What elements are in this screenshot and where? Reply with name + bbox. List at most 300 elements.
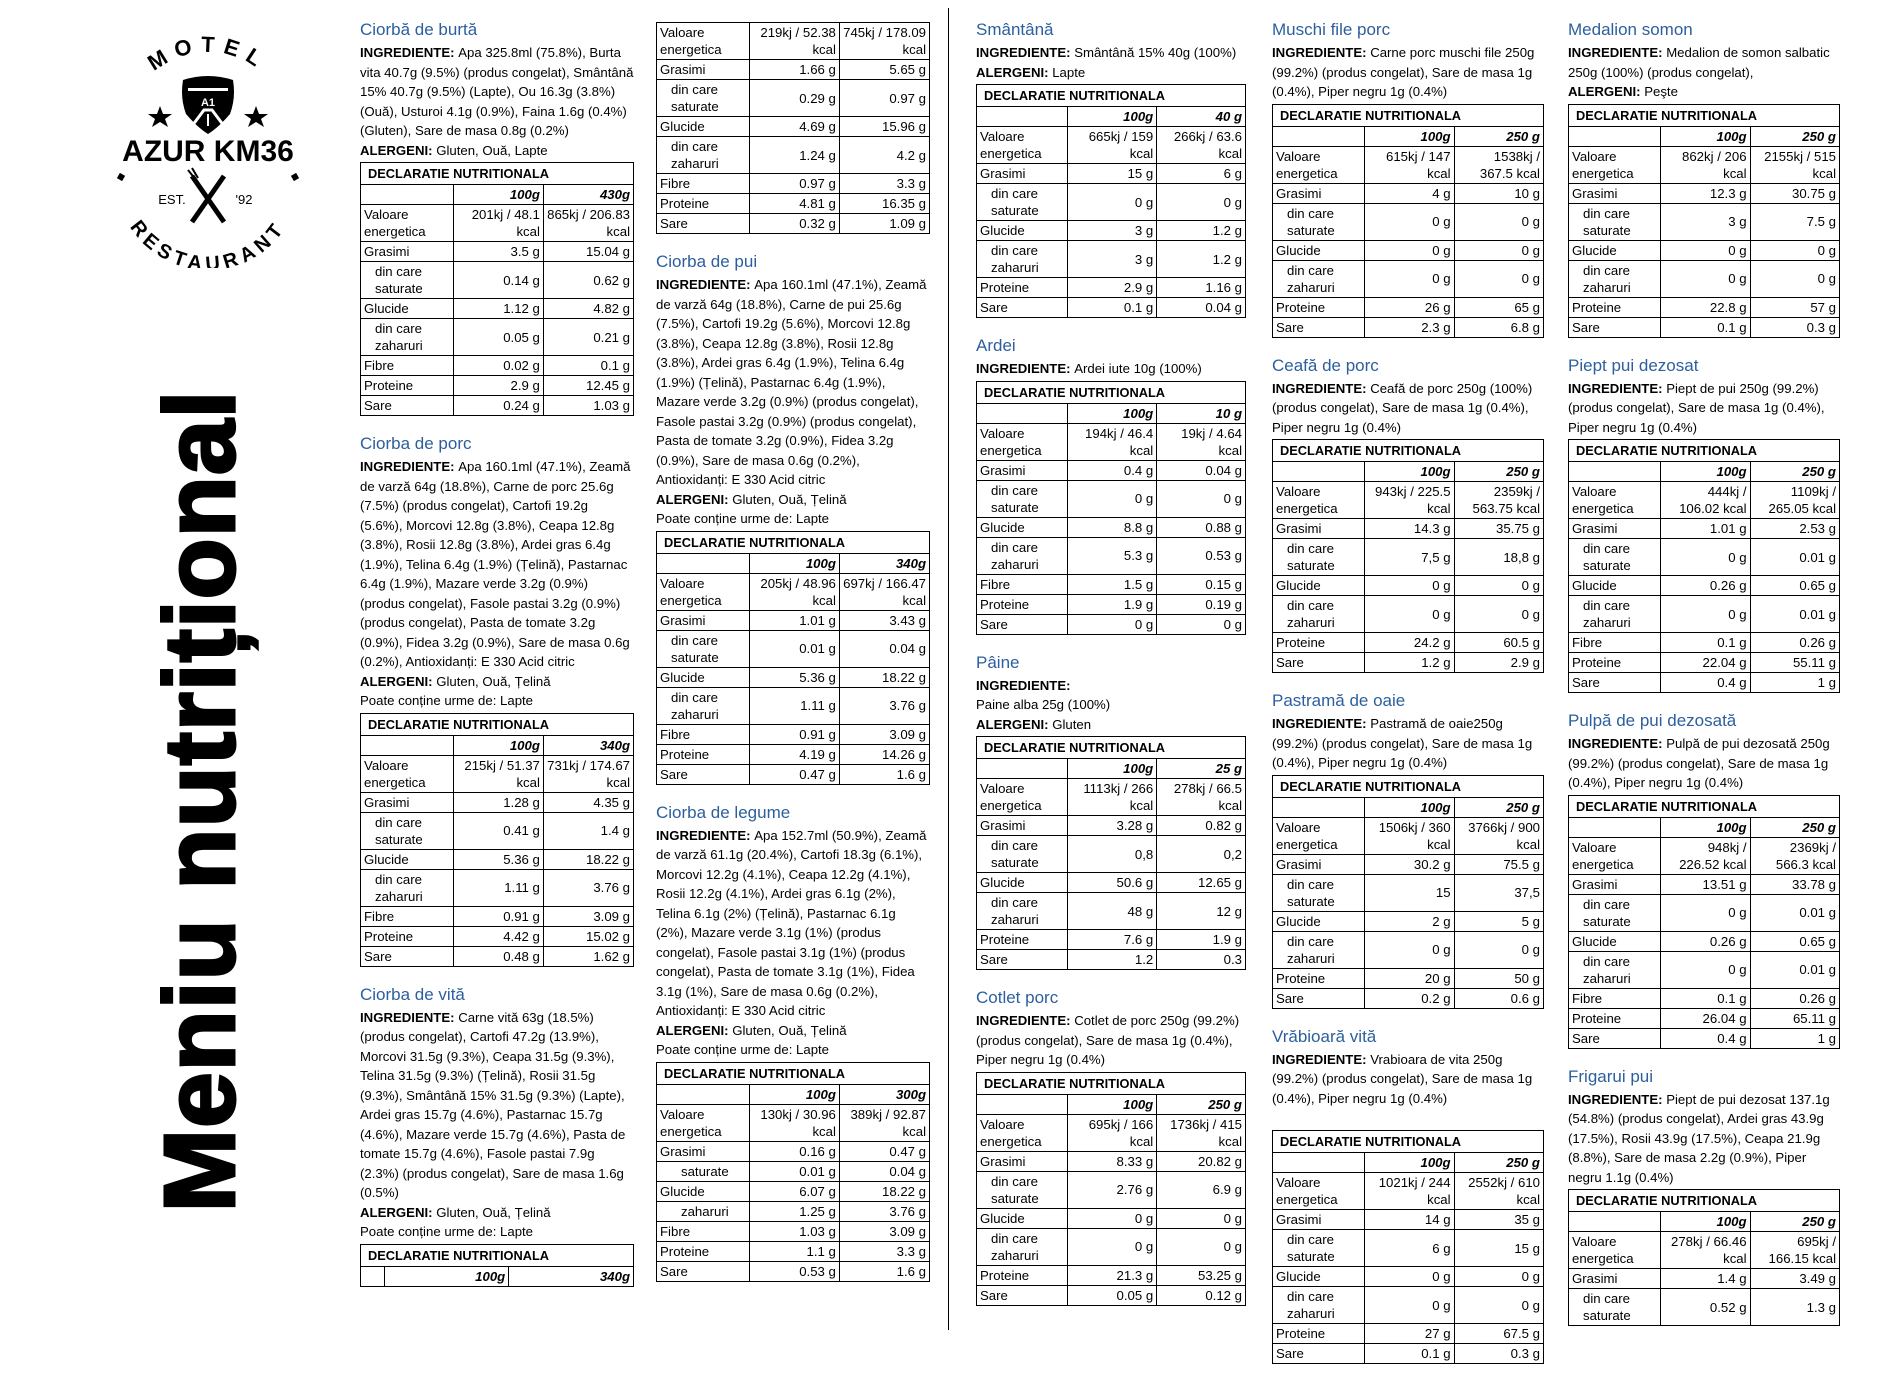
- ingredients-text: INGREDIENTE: Piept de pui dezosat 137.1g (54.8%) (produs congelat), Ardei gras 43.9g (17.5%), Rosii 43.9g (17.5%), Ceapa 21.9g (8.8%), Sare de masa 2.2g (0.9%), Piper negru 1.1g (0.4%): [1568, 1091, 1830, 1185]
- nutrient-name: Grasimi: [977, 460, 1068, 480]
- nutrient-value-portion: 14.26 g: [839, 744, 929, 764]
- nutrient-value-portion: 0,2: [1157, 836, 1246, 873]
- nutrient-name: Grasimi: [361, 242, 454, 262]
- nutrition-row: [1273, 576, 1544, 596]
- nutrition-row: [977, 1265, 1246, 1285]
- nutrient-name: din care zaharuri: [1569, 596, 1661, 633]
- nutrition-table: [656, 531, 930, 785]
- nutrient-name: Proteine: [1273, 1324, 1365, 1344]
- nutrient-value-100g: 2.9 g: [453, 376, 543, 396]
- nutrient-value-portion: 4.82 g: [543, 299, 633, 319]
- menu-section: [360, 20, 634, 416]
- ingredients-text: INGREDIENTE: Smântână 15% 40g (100%): [976, 45, 1237, 60]
- nutrient-value-portion: 0.04 g: [1157, 298, 1246, 318]
- nutrient-value-portion: 19kj / 4.64 kcal: [1157, 423, 1246, 460]
- portion-size-blank: [1569, 126, 1661, 146]
- nutrient-name: din care zaharuri: [1273, 931, 1365, 968]
- nutrient-value-100g: 0.24 g: [453, 396, 543, 416]
- nutrition-row: [1569, 931, 1840, 951]
- nutrient-name: Proteine: [1273, 633, 1365, 653]
- nutrition-table: [976, 1072, 1246, 1306]
- nutrition-row: [361, 319, 634, 356]
- nutrient-value-portion: 3.76 g: [839, 1201, 929, 1221]
- nutrient-value-100g: 1.03 g: [749, 1221, 839, 1241]
- nutrient-value-portion: 0 g: [1454, 931, 1543, 968]
- nutrient-value-portion: 1 g: [1750, 673, 1839, 693]
- portion-size-row: [1273, 126, 1544, 146]
- nutrition-row: [977, 298, 1246, 318]
- nutrient-name: Grasimi: [1569, 874, 1661, 894]
- nutrition-row: [1569, 1028, 1840, 1048]
- nutrient-value-100g: 26.04 g: [1661, 1008, 1750, 1028]
- portion-size: 250 g: [1750, 126, 1839, 146]
- nutrient-name: Valoare energetica: [1273, 482, 1365, 519]
- nutrient-value-portion: 12.45 g: [543, 376, 633, 396]
- nutrient-value-portion: 3.76 g: [543, 869, 633, 906]
- nutrition-row: [977, 1114, 1246, 1151]
- ingredients-label: INGREDIENTE:: [1272, 1051, 1371, 1067]
- nutrient-name: din care saturate: [977, 836, 1068, 873]
- portion-size-blank: [977, 107, 1068, 127]
- nutrient-value-100g: 5.3 g: [1068, 537, 1157, 574]
- nutrition-row: [977, 574, 1246, 594]
- nutrient-name: Valoare energetica: [1569, 146, 1661, 183]
- ingredients-label: INGREDIENTE:: [1568, 736, 1667, 751]
- nutrient-name: din care zaharuri: [1569, 951, 1661, 988]
- nutrient-value-100g: 948kj / 226.52 kcal: [1661, 837, 1750, 874]
- menu-section: [1568, 1067, 1840, 1327]
- nutrient-value-100g: 0.91 g: [453, 906, 543, 926]
- portion-size: 100g: [1068, 403, 1157, 423]
- ingredients-label: INGREDIENTE:: [360, 1009, 459, 1025]
- nutrition-row: [1273, 317, 1544, 337]
- nutrient-value-portion: 6 g: [1157, 164, 1246, 184]
- allergens-label: ALERGENI:: [976, 64, 1053, 80]
- table-header: DECLARATIE NUTRITIONALA: [1273, 775, 1544, 797]
- nutrient-name: Fibre: [1569, 633, 1661, 653]
- nutrition-row: [361, 299, 634, 319]
- nutrient-name: din care saturate: [977, 1171, 1068, 1208]
- nutrient-name: Sare: [657, 214, 750, 234]
- nutrient-value-portion: 0 g: [1157, 184, 1246, 221]
- menu-column-1: [360, 20, 634, 1305]
- nutrient-name: din care saturate: [361, 812, 454, 849]
- nutrient-value-100g: 0.14 g: [453, 262, 543, 299]
- ingredients-text: INGREDIENTE: Carne porc muschi file 250g (99.2%) (produs congelat), Sare de masa 1g (0.4%), Piper negru 1g (0.4%): [1272, 45, 1535, 99]
- nutrient-name: din care zaharuri: [1273, 596, 1365, 633]
- nutrition-row: [1273, 817, 1544, 854]
- ingredients-label: INGREDIENTE:: [656, 277, 755, 292]
- nutrient-name: din care saturate: [361, 262, 454, 299]
- nutrition-row: [1569, 673, 1840, 693]
- nutrient-value-100g: 1.01 g: [1661, 519, 1750, 539]
- nutrient-value-100g: 695kj / 166 kcal: [1068, 1114, 1157, 1151]
- nutrition-row: [1569, 874, 1840, 894]
- logo-est-left: EST.: [158, 192, 186, 207]
- ingredients-label: INGREDIENTE:: [1568, 1091, 1667, 1107]
- nutrient-name: din care zaharuri: [657, 137, 750, 174]
- nutrient-name: Glucide: [1273, 576, 1365, 596]
- menu-column-5: [1568, 20, 1840, 1344]
- nutrient-value-portion: 1.62 g: [543, 946, 633, 966]
- nutrition-row: [1273, 240, 1544, 260]
- nutrient-value-100g: 1506kj / 360 kcal: [1365, 817, 1454, 854]
- nutrient-value-portion: 6.8 g: [1454, 317, 1543, 337]
- nutrition-row: [1273, 146, 1544, 183]
- nutrient-value-100g: 20 g: [1365, 968, 1454, 988]
- nutrient-value-100g: 1113kj / 266 kcal: [1068, 779, 1157, 816]
- nutrient-value-portion: 0.47 g: [839, 1141, 929, 1161]
- nutrient-value-100g: 0.97 g: [749, 174, 839, 194]
- portion-size-blank: [657, 1084, 750, 1104]
- menu-section: [976, 653, 1246, 971]
- table-header: DECLARATIE NUTRITIONALA: [977, 737, 1246, 759]
- menu-section: [656, 22, 930, 234]
- nutrition-row: [977, 816, 1246, 836]
- nutrient-value-100g: 50.6 g: [1068, 873, 1157, 893]
- nutrient-name: Fibre: [657, 174, 750, 194]
- table-header-row: [1273, 775, 1544, 797]
- nutrient-name: Glucide: [657, 117, 750, 137]
- nutrient-value-100g: 0 g: [1365, 596, 1454, 633]
- nutrient-value-100g: 0.4 g: [1661, 1028, 1750, 1048]
- portion-size-row: [1273, 797, 1544, 817]
- nutrient-value-100g: 0 g: [1365, 203, 1454, 240]
- table-header-row: [1273, 104, 1544, 126]
- nutrition-row: [977, 1171, 1246, 1208]
- nutrient-name: Valoare energetica: [977, 127, 1068, 164]
- nutrient-value-portion: 18.22 g: [839, 1181, 929, 1201]
- portion-size-blank: [1273, 126, 1365, 146]
- portion-size: 25 g: [1157, 759, 1246, 779]
- nutrition-row: [657, 1141, 930, 1161]
- section-title: Medalion somon: [1568, 20, 1693, 39]
- section-title: Piept pui dezosat: [1568, 355, 1699, 375]
- allergens-text: ALERGENI: Peşte: [1568, 84, 1678, 99]
- menu-section: [1272, 356, 1544, 674]
- allergens-label: ALERGENI:: [360, 1204, 437, 1220]
- portion-size: 100g: [1365, 462, 1454, 482]
- nutrient-value-portion: 12.65 g: [1157, 873, 1246, 893]
- nutrition-row: [1569, 1008, 1840, 1028]
- nutrition-row: [657, 573, 930, 610]
- nutrition-row: [977, 1285, 1246, 1305]
- menu-section: [976, 20, 1246, 318]
- nutrient-value-100g: 0.16 g: [749, 1141, 839, 1161]
- portion-size: 100g: [1365, 126, 1454, 146]
- portion-size-row: [1569, 1212, 1840, 1232]
- nutrient-value-100g: 444kj / 106.02 kcal: [1661, 482, 1750, 519]
- nutrient-name: din care saturate: [1273, 874, 1365, 911]
- section-title: Smântână: [976, 20, 1054, 39]
- nutrition-row: [657, 744, 930, 764]
- nutrition-table: [656, 22, 930, 234]
- nutrient-value-100g: 1.9 g: [1068, 594, 1157, 614]
- nutrient-value-100g: 194kj / 46.4 kcal: [1068, 423, 1157, 460]
- nutrient-value-100g: 0.1 g: [1068, 298, 1157, 318]
- nutrient-name: Glucide: [361, 299, 454, 319]
- nutrition-row: [1273, 874, 1544, 911]
- nutrition-row: [1273, 1324, 1544, 1344]
- nutrition-row: [977, 184, 1246, 221]
- nutrition-row: [1273, 968, 1544, 988]
- nutrient-name: Valoare energetica: [1273, 1173, 1365, 1210]
- nutrient-value-100g: 0.01 g: [749, 1161, 839, 1181]
- portion-size-blank: [1273, 797, 1365, 817]
- portion-size: 40 g: [1157, 107, 1246, 127]
- nutrient-value-portion: 0.88 g: [1157, 517, 1246, 537]
- nutrient-value-portion: 3.3 g: [839, 174, 929, 194]
- nutrient-name: Fibre: [657, 724, 750, 744]
- nutrient-value-portion: 389kj / 92.87 kcal: [839, 1104, 929, 1141]
- nutrient-value-100g: 0 g: [1068, 614, 1157, 634]
- nutrient-name: Valoare energetica: [1273, 146, 1365, 183]
- nutrient-name: Grasimi: [1569, 1269, 1661, 1289]
- nutrient-value-100g: 0 g: [1365, 931, 1454, 968]
- nutrient-value-100g: 8.8 g: [1068, 517, 1157, 537]
- nutrient-name: din care zaharuri: [361, 869, 454, 906]
- nutrient-name: Valoare energetica: [1569, 482, 1661, 519]
- nutrient-value-portion: 1.03 g: [543, 396, 633, 416]
- nutrition-row: [657, 174, 930, 194]
- nutrition-row: [1569, 894, 1840, 931]
- menu-section: [1272, 691, 1544, 1009]
- nutrient-value-100g: 2.76 g: [1068, 1171, 1157, 1208]
- portion-size: 340g: [839, 553, 929, 573]
- table-header-row: [1569, 104, 1840, 126]
- portion-size-blank: [977, 403, 1068, 423]
- section-title: Ciorba de porc: [360, 434, 472, 453]
- nutrition-row: [657, 214, 930, 234]
- nutrient-value-portion: 1.9 g: [1157, 930, 1246, 950]
- nutrient-value-100g: 1.28 g: [453, 792, 543, 812]
- nutrition-row: [657, 194, 930, 214]
- nutrition-table: [1272, 439, 1544, 673]
- portion-size-row: [977, 107, 1246, 127]
- nutrition-row: [1569, 837, 1840, 874]
- nutrient-value-100g: 0 g: [1365, 260, 1454, 297]
- nutrient-value-100g: 0.41 g: [453, 812, 543, 849]
- nutrition-row: [657, 667, 930, 687]
- table-header-row: [1569, 440, 1840, 462]
- nutrient-value-portion: 0 g: [1750, 240, 1839, 260]
- svg-text:A1: A1: [200, 97, 216, 109]
- nutrient-name: Sare: [977, 614, 1068, 634]
- nutrient-name: Proteine: [977, 1265, 1068, 1285]
- nutrient-value-100g: 0 g: [1661, 894, 1750, 931]
- nutrient-value-portion: 5.65 g: [839, 60, 929, 80]
- nutrition-row: [1569, 203, 1840, 240]
- nutrient-name: Sare: [1273, 653, 1365, 673]
- nutrient-value-portion: 3.49 g: [1750, 1269, 1839, 1289]
- nutrition-row: [977, 480, 1246, 517]
- table-header: DECLARATIE NUTRITIONALA: [1569, 440, 1840, 462]
- nutrient-name: Fibre: [657, 1221, 750, 1241]
- nutrient-value-100g: 0.47 g: [749, 764, 839, 784]
- nutrition-table: [1568, 439, 1840, 693]
- nutrient-value-100g: 6.07 g: [749, 1181, 839, 1201]
- menu-column-3: [976, 20, 1246, 1324]
- table-header-row: [977, 1072, 1246, 1094]
- nutrient-name: Grasimi: [1273, 519, 1365, 539]
- nutrient-name: Glucide: [977, 1208, 1068, 1228]
- nutrition-table: [360, 162, 634, 416]
- table-header: DECLARATIE NUTRITIONALA: [1569, 104, 1840, 126]
- nutrient-value-100g: 7.6 g: [1068, 930, 1157, 950]
- nutrient-name: din care zaharuri: [977, 241, 1068, 278]
- section-title: Muschi file porc: [1272, 20, 1391, 39]
- nutrient-name: Proteine: [1569, 297, 1661, 317]
- nutrient-value-portion: 20.82 g: [1157, 1151, 1246, 1171]
- nutrient-value-portion: 0.65 g: [1750, 931, 1839, 951]
- nutrition-row: [361, 812, 634, 849]
- nutrient-name: Sare: [977, 1285, 1068, 1305]
- nutrition-row: [1569, 297, 1840, 317]
- nutrition-row: [1569, 988, 1840, 1008]
- nutrient-value-100g: 1021kj / 244 kcal: [1365, 1173, 1454, 1210]
- nutrient-value-100g: 0 g: [1365, 576, 1454, 596]
- nutrient-value-portion: 2155kj / 515 kcal: [1750, 146, 1839, 183]
- nutrient-name: Fibre: [361, 356, 454, 376]
- nutrient-value-100g: 1.4 g: [1661, 1269, 1750, 1289]
- ingredients-text: INGREDIENTE: Ceafă de porc 250g (100%) (produs congelat), Sare de masa 1g (0.4%), Piper negru 1g (0.4%): [1272, 380, 1533, 435]
- nutrient-name: Fibre: [977, 574, 1068, 594]
- portion-size: 100g: [1661, 126, 1750, 146]
- portion-size: 100g: [453, 735, 543, 755]
- ingredients-label: INGREDIENTE:: [976, 1013, 1075, 1028]
- nutrition-row: [1273, 653, 1544, 673]
- portion-size: 100g: [749, 553, 839, 573]
- portion-size-row: [977, 403, 1246, 423]
- nutrient-name: Proteine: [977, 278, 1068, 298]
- nutrient-value-100g: 0.1 g: [1661, 317, 1750, 337]
- nutrient-value-100g: 1.25 g: [749, 1201, 839, 1221]
- nutrient-name: Valoare energetica: [361, 205, 454, 242]
- portion-size-row: [1273, 1153, 1544, 1173]
- table-header: DECLARATIE NUTRITIONALA: [1569, 795, 1840, 817]
- nutrient-value-portion: 18.22 g: [839, 667, 929, 687]
- menu-section: [1272, 20, 1544, 338]
- nutrient-name: din care saturate: [1273, 539, 1365, 576]
- nutrient-name: din care zaharuri: [977, 893, 1068, 930]
- ingredients-text: INGREDIENTE: Vrabioara de vita 250g (99.2%) (produs congelat), Sare de masa 1g (0.4%), Piper negru 1g (0.4%): [1272, 1051, 1533, 1106]
- nutrition-row: [1569, 539, 1840, 576]
- nutrient-value-100g: 205kj / 48.96 kcal: [749, 573, 839, 610]
- nutrient-value-portion: 0.82 g: [1157, 816, 1246, 836]
- nutrition-row: [977, 127, 1246, 164]
- nutrition-table: [1568, 1189, 1840, 1326]
- nutrient-value-portion: 1.2 g: [1157, 241, 1246, 278]
- nutrition-row: [657, 630, 930, 667]
- nutrition-row: [1569, 183, 1840, 203]
- nutrient-name: Valoare energetica: [657, 1104, 750, 1141]
- nutrient-value-portion: 4.35 g: [543, 792, 633, 812]
- nutrient-value-portion: 0.6 g: [1454, 988, 1543, 1008]
- nutrition-row: [977, 614, 1246, 634]
- nutrient-name: Grasimi: [1273, 854, 1365, 874]
- nutrient-value-100g: 1.24 g: [749, 137, 839, 174]
- nutrition-row: [361, 926, 634, 946]
- nutrient-value-100g: 4 g: [1365, 183, 1454, 203]
- section-title: Pâine: [976, 652, 1020, 672]
- nutrient-name: din care saturate: [657, 630, 750, 667]
- nutrition-table: [1568, 104, 1840, 338]
- nutrient-value-100g: 1.2: [1068, 950, 1157, 970]
- section-title: Pulpă de pui dezosată: [1568, 711, 1737, 730]
- ingredients-label: INGREDIENTE:: [1272, 45, 1371, 60]
- nutrient-value-100g: 0.26 g: [1661, 931, 1750, 951]
- nutrient-name: Fibre: [1569, 988, 1661, 1008]
- nutrition-row: [657, 80, 930, 117]
- table-header-row: [977, 381, 1246, 403]
- ingredients-label: INGREDIENTE:: [360, 45, 459, 60]
- nutrition-row: [657, 1104, 930, 1141]
- nutrition-row: [1273, 1267, 1544, 1287]
- nutrient-value-portion: 0.04 g: [839, 630, 929, 667]
- allergens-text: ALERGENI: Gluten, Ouă, Lapte: [360, 142, 548, 158]
- portion-size-row: [1273, 462, 1544, 482]
- nutrient-name: Glucide: [1273, 1267, 1365, 1287]
- table-header: DECLARATIE NUTRITIONALA: [1273, 104, 1544, 126]
- nutrition-row: [657, 1261, 930, 1281]
- nutrition-row: [977, 423, 1246, 460]
- ingredients-text: INGREDIENTE: Apa 325.8ml (75.8%), Burta vita 40.7g (9.5%) (produs congelat), Smântână 15% 40.7g (9.5%) (Lapte), Ou 16.3g (3.8%) (Ouă), Usturoi 4.1g (0.9%), Faina 1.6g (0.4%) (Gluten), Sare de masa 0.8g (0.2%): [360, 45, 634, 138]
- nutrition-row: [977, 537, 1246, 574]
- nutrient-value-portion: 30.75 g: [1750, 183, 1839, 203]
- nutrient-name: Valoare energetica: [977, 423, 1068, 460]
- nutrient-value-100g: 13.51 g: [1661, 874, 1750, 894]
- nutrient-name: Sare: [1569, 1028, 1661, 1048]
- table-header: DECLARATIE NUTRITIONALA: [1273, 440, 1544, 462]
- nutrition-row: [1569, 317, 1840, 337]
- nutrient-value-100g: 278kj / 66.46 kcal: [1661, 1232, 1750, 1269]
- nutrient-value-100g: 0.05 g: [1068, 1285, 1157, 1305]
- nutrient-value-portion: 35 g: [1454, 1210, 1543, 1230]
- nutrition-row: [1569, 1232, 1840, 1269]
- section-title: Ciorba de pui: [656, 252, 758, 271]
- nutrition-row: [657, 60, 930, 80]
- menu-section: [976, 988, 1246, 1306]
- nutrient-name: Proteine: [977, 930, 1068, 950]
- nutrient-name: din care saturate: [1273, 1230, 1365, 1267]
- nutrient-value-portion: 0.15 g: [1157, 574, 1246, 594]
- nutrition-row: [361, 205, 634, 242]
- nutrient-name: Valoare energetica: [977, 1114, 1068, 1151]
- nutrient-name: Valoare energetica: [657, 573, 750, 610]
- ingredients-text: INGREDIENTE: Cotlet de porc 250g (99.2%) (produs congelat), Sare de masa 1g (0.4%), Piper negru 1g (0.4%): [976, 1013, 1240, 1067]
- nutrition-table: [976, 736, 1246, 970]
- portion-size-blank: [1569, 1212, 1661, 1232]
- nutrient-value-100g: 4.19 g: [749, 744, 839, 764]
- nutrition-row: [1273, 482, 1544, 519]
- ingredients-label: INGREDIENTE:: [1568, 45, 1667, 60]
- nutrition-table: [976, 381, 1246, 635]
- nutrient-name: din care saturate: [977, 184, 1068, 221]
- nutrition-row: [361, 755, 634, 792]
- nutrient-value-100g: 3 g: [1661, 203, 1750, 240]
- table-header: DECLARATIE NUTRITIONALA: [1273, 1131, 1544, 1153]
- nutrient-name: Proteine: [361, 376, 454, 396]
- nutrient-value-100g: 12.3 g: [1661, 183, 1750, 203]
- traces-note: Poate conține urme de: Lapte: [656, 511, 830, 526]
- nutrition-row: [1273, 1344, 1544, 1364]
- nutrient-value-portion: 3.09 g: [543, 906, 633, 926]
- nutrient-name: din care saturate: [1569, 539, 1661, 576]
- section-title: Frigarui pui: [1568, 1066, 1654, 1086]
- ingredients-text: INGREDIENTE: Apa 152.7ml (50.9%), Zeamă de varză 61.1g (20.4%), Cartofi 18.3g (6.1%), Morcovi 12.2g (4.1%), Ceapa 12.2g (4.1%), Rosii 12.2g (4.1%), Ardei gras 6.1g (2%), Telina 6.1g (2%) (Țelină), Pastarnac 6.1g (2%), Mazare verde 3.1g (1%) (produs congelat), Fasole pastai 3.1g (1%) (produs congelat), Pasta de tomate 3.1g (1%), Fidea 3.1g (1%), Sare de masa 0.6g (0.2%), Antioxidanți: E 330 Acid citric: [656, 827, 927, 1018]
- table-header-row: [1569, 795, 1840, 817]
- nutrient-value-100g: 30.2 g: [1365, 854, 1454, 874]
